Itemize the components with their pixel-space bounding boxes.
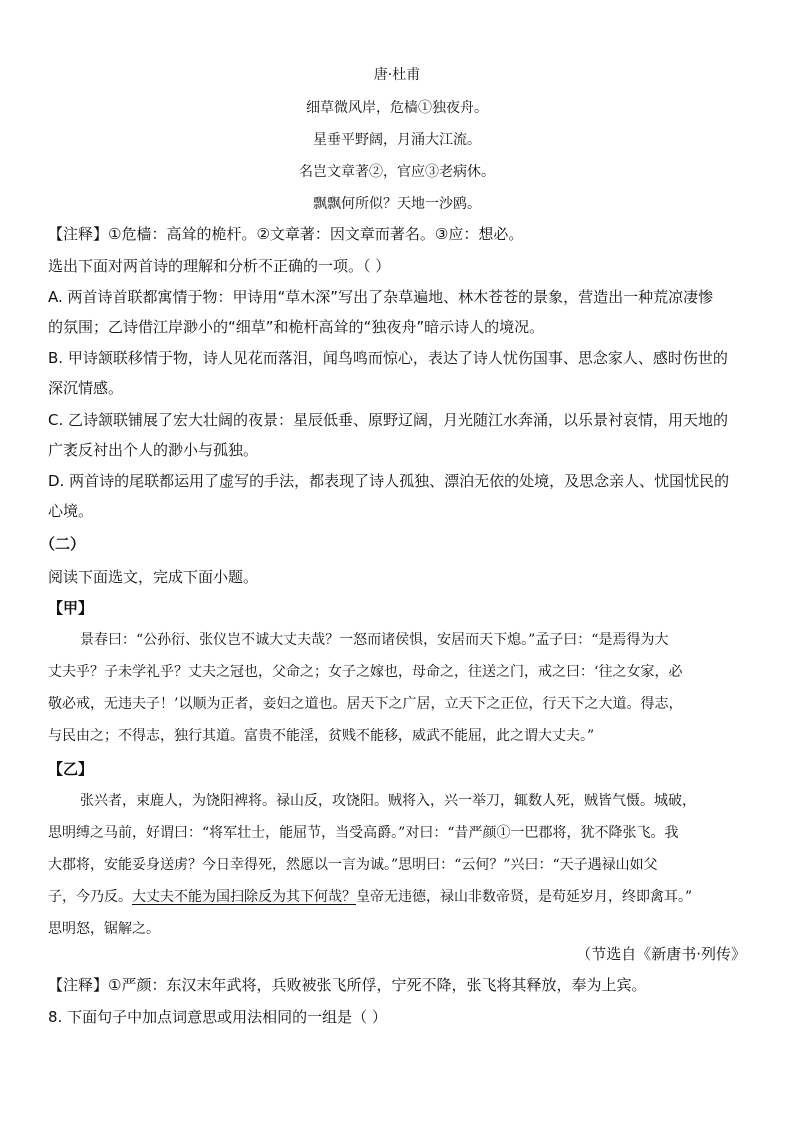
passage-yi-line: 张兴者，束鹿人，为饶阳裨将。禄山反，攻饶阳。贼将入，兴一举刀，辄数人死，贼皆气慑。城破， (80, 793, 696, 809)
question-stem: 选出下面对两首诗的理解和分析不正确的一项。（ ） (48, 257, 391, 275)
poem-line: 细草微风岸，危樯①独夜舟。 (306, 100, 488, 116)
underlined-sentence: 大丈夫不能为国扫除反为其下何哉？ (132, 889, 356, 905)
passage-notes: 【注释】①严颜：东汉末年武将，兵败被张飞所俘，宁死不降，张飞将其释放，奉为上宾。 (48, 976, 647, 994)
section-instruction: 阅读下面选文，完成下面小题。 (48, 568, 259, 586)
option-a-line2: 的氛围；乙诗借江岸渺小的“细草”和桅杆高耸的“独夜舟”暗示诗人的境况。 (48, 318, 545, 336)
passage-source: （节选自《新唐书·列传》 (576, 945, 746, 963)
passage-jia-line: 敬必戒，无违夫子！’以顺为正者，妾妇之道也。居天下之广居，立天下之正位，行天下之大道。得志， (48, 696, 683, 712)
option-b-line1: B. 甲诗颔联移情于物，诗人见花而落泪，闻鸟鸣而惊心，表达了诗人忧伤国事、思念家人、感时伤世的 (48, 349, 728, 367)
option-b-line2: 深沉情感。 (48, 379, 124, 397)
passage-jia-line: 丈夫乎？子未学礼乎？丈夫之冠也，父命之；女子之嫁也，母命之，往送之门，戒之曰：‘往之女家，必 (48, 664, 683, 680)
passage-jia-label: 【甲】 (48, 599, 94, 617)
option-c-line1: C. 乙诗颔联铺展了宏大壮阔的夜景：星辰低垂、原野辽阔，月光随江水奔涌，以乐景衬哀情，用天地的 (48, 411, 729, 429)
option-c-line2: 广袤反衬出个人的渺小与孤独。 (48, 441, 259, 459)
passage-yi-line: 思明缚之马前，好谓曰：“将军壮士，能屈节，当受高爵。”对曰：“昔严颜①一巴郡将，犹不降张飞。我 (48, 825, 679, 841)
passage-yi-line (48, 886, 692, 908)
section-heading: （二） (40, 535, 86, 553)
poem-title: 唐·杜甫 (373, 67, 421, 83)
poem-line: 飘飘何所似？天地一沙鸥。 (313, 196, 481, 212)
question-8: 8. 下面句子中加点词意思或用法相同的一组是（ ） (48, 1008, 387, 1026)
option-a-line1: A. 两首诗首联都寓情于物：甲诗用“草木深”写出了杂草遍地、林木苍苍的景象，营造出一种荒凉凄惨 (48, 288, 714, 306)
option-d-line1: D. 两首诗的尾联都运用了虚写的手法，都表现了诗人孤独、漂泊无依的处境，及思念亲人、忧国忧民的 (48, 472, 730, 490)
passage-yi-line: 思明怒，锯解之。 (48, 921, 160, 937)
passage-yi-text: 子，今乃反。 (48, 889, 132, 905)
passage-yi-label: 【乙】 (48, 760, 94, 778)
poem-notes: 【注释】①危樯：高耸的桅杆。②文章著：因文章而著名。③应：想必。 (48, 225, 524, 243)
passage-jia-line: 与民由之；不得志，独行其道。富贵不能淫，贫贱不能移，威武不能屈，此之谓大丈夫。” (48, 728, 595, 744)
passage-jia-line: 景春曰：“公孙衍、张仪岂不诚大丈夫哉？一怒而诸侯惧，安居而天下熄。”孟子曰：“是焉得为大 (80, 632, 669, 648)
passage-yi-line: 大郡将，安能妥身送虏？今日幸得死，然愿以一言为诚。”思明曰：“云何？”兴曰：“天子遇禄山如父 (48, 857, 658, 873)
poem-line: 星垂平野阔，月涌大江流。 (313, 132, 481, 148)
poem-line: 名岂文章著②，官应③老病休。 (299, 164, 495, 180)
option-d-line2: 心境。 (48, 502, 94, 520)
passage-yi-text: 皇帝无违德，禄山非数帝贤，是苟延岁月，终即禽耳。” (356, 889, 693, 905)
